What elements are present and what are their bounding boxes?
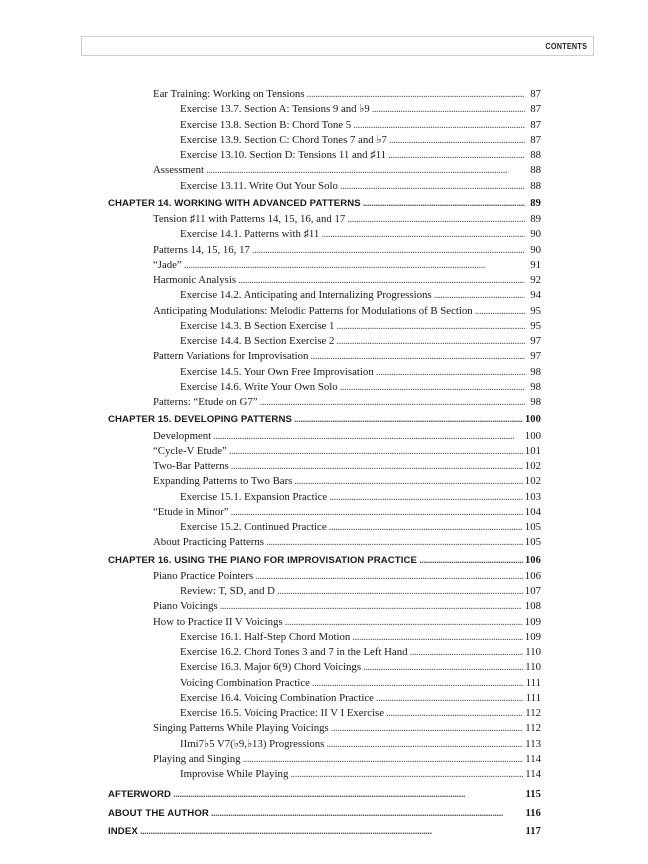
- toc-entry-title: Assessment: [153, 164, 204, 177]
- toc-page-number: 102: [524, 460, 541, 472]
- toc-entry-title: Exercise 16.4. Voicing Combination Practice: [180, 691, 374, 704]
- dot-leader: [353, 118, 525, 133]
- toc-subsection-entry: [108, 706, 541, 721]
- dot-leader: [290, 767, 523, 782]
- toc-subsection-entry: [108, 288, 541, 303]
- toc-entry-title: Exercise 16.5. Voicing Practice: II V I Exercise: [180, 707, 384, 719]
- toc-entry-title: Exercise 15.1. Expansion Practice: [180, 490, 328, 503]
- toc-section-entry: [108, 163, 541, 178]
- toc-page-number: 117: [525, 825, 541, 837]
- dot-leader: [347, 212, 525, 227]
- toc-entry-title: Exercise 13.10. Section D: Tensions 11 and ♯11: [180, 149, 387, 161]
- dot-leader: [475, 304, 525, 319]
- toc-page-number: 109: [524, 630, 541, 643]
- toc-backmatter-entry: [108, 824, 541, 839]
- toc-subsection-entry: [108, 490, 541, 505]
- dot-leader: [243, 752, 524, 767]
- toc-entry-title: Exercise 14.3. B Section Exercise 1: [180, 319, 335, 332]
- toc-section-entry: [108, 599, 541, 614]
- toc-section-entry: [108, 273, 541, 288]
- dot-leader: [321, 227, 525, 242]
- toc-page-number: 94: [530, 289, 541, 302]
- toc-entry-title: Pattern Variations for Improvisation: [153, 350, 309, 363]
- dot-leader: [336, 319, 525, 334]
- toc-section-entry: [108, 349, 541, 364]
- toc-backmatter-entry: [108, 787, 541, 802]
- toc-entry-title: Exercise 14.4. B Section Exercise 2: [180, 335, 335, 347]
- toc-page-number: 105: [524, 536, 541, 549]
- toc-section-entry: [108, 243, 541, 258]
- toc-entry-title: ABOUT THE AUTHOR: [108, 807, 209, 819]
- dot-leader: [388, 148, 525, 163]
- toc-page-number: 100: [524, 414, 541, 426]
- toc-entry-title: “Cycle-V Etude”: [153, 444, 227, 457]
- toc-page-number: 108: [524, 600, 541, 613]
- toc-subsection-entry: [108, 319, 541, 334]
- toc-entry-title: Exercise 13.8. Section B: Chord Tone 5: [180, 118, 352, 131]
- toc-subsection-entry: [108, 737, 541, 752]
- dot-leader: [285, 615, 523, 630]
- dot-leader: [329, 490, 523, 505]
- toc-subsection-entry: [108, 380, 541, 395]
- toc-entry-title: Exercise 16.2. Chord Tones 3 and 7 in the Left Hand: [180, 646, 408, 658]
- dot-leader: [231, 505, 523, 520]
- dot-leader: [260, 395, 525, 410]
- toc-entry-title: Patterns 14, 15, 16, 17: [153, 243, 250, 256]
- toc-page-number: 92: [530, 274, 541, 286]
- header-label: CONTENTS: [545, 41, 587, 51]
- toc-entry-title: IImi7♭5 V7(♭9,♭13) Progressions: [180, 737, 325, 750]
- dot-leader: [336, 334, 525, 349]
- toc-page-number: 87: [530, 118, 541, 131]
- toc-entry-title: Ear Training: Working on Tensions: [153, 88, 305, 100]
- dot-leader: [211, 806, 524, 821]
- dot-leader: [213, 429, 523, 444]
- toc-entry-title: Development: [153, 429, 212, 442]
- toc-subsection-entry: [108, 630, 541, 645]
- toc-page-number: 88: [530, 179, 541, 192]
- toc-section-entry: [108, 304, 541, 319]
- toc-page-number: 97: [530, 350, 541, 363]
- toc-subsection-entry: [108, 227, 541, 242]
- toc-entry-title: “Jade”: [153, 258, 182, 271]
- toc-page-number: 111: [525, 676, 541, 689]
- toc-entry-title: Exercise 15.2. Continued Practice: [180, 521, 327, 533]
- running-header: [81, 36, 594, 56]
- dot-leader: [363, 196, 525, 211]
- dot-leader: [326, 737, 523, 752]
- toc-subsection-entry: [108, 133, 541, 148]
- toc-page-number: 116: [525, 807, 541, 819]
- dot-leader: [410, 645, 524, 660]
- toc-page-number: 95: [530, 319, 541, 332]
- toc-section-entry: [108, 87, 541, 102]
- dot-leader: [386, 706, 523, 721]
- toc-entry-title: Exercise 13.7. Section A: Tensions 9 and ♭9: [180, 103, 370, 116]
- toc-section-entry: [108, 535, 541, 550]
- toc-subsection-entry: [108, 676, 541, 691]
- dot-leader: [220, 599, 523, 614]
- toc-entry-title: Expanding Patterns to Two Bars: [153, 475, 293, 488]
- toc-subsection-entry: [108, 179, 541, 194]
- toc-entry-title: Piano Practice Pointers: [153, 569, 254, 582]
- toc-subsection-entry: [108, 584, 541, 599]
- dot-leader: [372, 102, 525, 117]
- toc-section-entry: [108, 752, 541, 767]
- toc-entry-title: CHAPTER 16. USING THE PIANO FOR IMPROVISATION PRACTICE: [108, 554, 418, 566]
- dot-leader: [229, 444, 523, 459]
- dot-leader: [376, 365, 525, 380]
- toc-section-entry: [108, 615, 541, 630]
- toc-entry-title: INDEX: [108, 825, 138, 837]
- toc-page-number: 106: [524, 569, 541, 582]
- dot-leader: [329, 520, 523, 535]
- toc-section-entry: [108, 429, 541, 444]
- toc-section-entry: [108, 258, 541, 273]
- toc-page-number: 102: [524, 475, 541, 488]
- toc-page-number: 98: [530, 396, 541, 408]
- toc-page-number: 90: [530, 228, 541, 241]
- toc-entry-title: Exercise 13.11. Write Out Your Solo: [180, 179, 338, 192]
- dot-leader: [140, 824, 524, 839]
- dot-leader: [340, 380, 525, 395]
- toc-subsection-entry: [108, 691, 541, 706]
- dot-leader: [352, 630, 522, 645]
- toc-page-number: 103: [524, 490, 541, 503]
- toc-entry-title: CHAPTER 15. DEVELOPING PATTERNS: [108, 414, 292, 426]
- dot-leader: [206, 163, 525, 178]
- toc-page-number: 112: [525, 707, 541, 719]
- toc-section-entry: [108, 444, 541, 459]
- table-of-contents: [108, 87, 541, 840]
- toc-page-number: 97: [530, 335, 541, 347]
- toc-page-number: 114: [525, 752, 541, 765]
- toc-chapter-heading: [108, 412, 541, 427]
- toc-entry-title: Review: T, SD, and D: [180, 585, 275, 597]
- dot-leader: [376, 691, 524, 706]
- toc-page-number: 105: [524, 521, 541, 533]
- toc-page-number: 87: [530, 133, 541, 146]
- toc-page-number: 89: [530, 197, 541, 209]
- toc-entry-title: Improvise While Playing: [180, 768, 289, 780]
- toc-entry-title: Exercise 14.1. Patterns with ♯11: [180, 228, 320, 241]
- toc-page-number: 109: [524, 615, 541, 628]
- toc-entry-title: Playing and Singing: [153, 752, 241, 765]
- toc-subsection-entry: [108, 767, 541, 782]
- toc-entry-title: Singing Patterns While Playing Voicings: [153, 722, 329, 735]
- toc-entry-title: Two-Bar Patterns: [153, 460, 229, 472]
- toc-section-entry: [108, 721, 541, 736]
- dot-leader: [184, 258, 525, 273]
- toc-chapter-heading: [108, 553, 541, 568]
- toc-section-entry: [108, 459, 541, 474]
- toc-entry-title: How to Practice II V Voicings: [153, 615, 283, 628]
- dot-leader: [340, 179, 525, 194]
- toc-entry-title: Exercise 14.6. Write Your Own Solo: [180, 380, 338, 393]
- toc-page-number: 115: [525, 789, 541, 801]
- toc-entry-title: Exercise 14.2. Anticipating and Internalizing Progressions: [180, 289, 432, 302]
- toc-page-number: 110: [525, 646, 541, 658]
- toc-entry-title: Anticipating Modulations: Melodic Patterns for Modulations of B Section: [153, 304, 473, 317]
- toc-subsection-entry: [108, 365, 541, 380]
- toc-page-number: 88: [530, 149, 541, 161]
- toc-page-number: 114: [525, 768, 541, 780]
- dot-leader: [419, 553, 523, 568]
- toc-subsection-entry: [108, 118, 541, 133]
- toc-page-number: 87: [530, 103, 541, 116]
- toc-page-number: 90: [530, 243, 541, 256]
- toc-section-entry: [108, 569, 541, 584]
- toc-entry-title: AFTERWORD: [108, 789, 172, 801]
- toc-entry-title: About Practicing Patterns: [153, 536, 264, 549]
- toc-subsection-entry: [108, 660, 541, 675]
- toc-page-number: 98: [530, 380, 541, 393]
- toc-subsection-entry: [108, 102, 541, 117]
- dot-leader: [255, 569, 523, 584]
- toc-section-entry: [108, 505, 541, 520]
- dot-leader: [266, 535, 523, 550]
- toc-page-number: 113: [525, 737, 541, 750]
- toc-section-entry: [108, 212, 541, 227]
- toc-entry-title: Exercise 13.9. Section C: Chord Tones 7 and ♭7: [180, 133, 387, 146]
- toc-section-entry: [108, 474, 541, 489]
- toc-entry-title: Piano Voicings: [153, 600, 218, 613]
- dot-leader: [389, 133, 525, 148]
- toc-subsection-entry: [108, 334, 541, 349]
- toc-entry-title: Voicing Combination Practice: [180, 676, 310, 689]
- dot-leader: [307, 87, 525, 102]
- toc-entry-title: Exercise 14.5. Your Own Free Improvisation: [180, 365, 374, 378]
- toc-page-number: 111: [525, 691, 541, 704]
- toc-section-entry: [108, 395, 541, 410]
- dot-leader: [294, 474, 522, 489]
- toc-page-number: 106: [524, 554, 541, 566]
- toc-entry-title: Patterns: “Etude on G7”: [153, 396, 258, 408]
- toc-page-number: 101: [524, 444, 541, 457]
- toc-page-number: 110: [525, 661, 541, 674]
- dot-leader: [312, 676, 524, 691]
- dot-leader: [277, 584, 523, 599]
- toc-entry-title: Tension ♯11 with Patterns 14, 15, 16, and 17: [153, 213, 346, 225]
- toc-page-number: 88: [530, 164, 541, 177]
- dot-leader: [231, 459, 523, 474]
- toc-subsection-entry: [108, 148, 541, 163]
- toc-page-number: 98: [530, 365, 541, 378]
- toc-entry-title: “Etude in Minor”: [153, 505, 229, 518]
- toc-page-number: 87: [530, 88, 541, 100]
- toc-subsection-entry: [108, 645, 541, 660]
- toc-subsection-entry: [108, 520, 541, 535]
- dot-leader: [294, 412, 523, 427]
- toc-page-number: 89: [530, 213, 541, 225]
- dot-leader: [434, 288, 525, 303]
- toc-page-number: 91: [530, 258, 541, 271]
- toc-page-number: 100: [524, 429, 541, 442]
- toc-page-number: 107: [524, 585, 541, 597]
- dot-leader: [363, 660, 523, 675]
- dot-leader: [252, 243, 525, 258]
- toc-entry-title: Exercise 16.1. Half-Step Chord Motion: [180, 630, 351, 643]
- dot-leader: [331, 721, 523, 736]
- toc-chapter-heading: [108, 196, 541, 211]
- toc-entry-title: Harmonic Analysis: [153, 274, 237, 286]
- toc-page-number: 112: [525, 722, 541, 735]
- dot-leader: [173, 787, 523, 802]
- dot-leader: [310, 349, 525, 364]
- toc-page-number: 95: [530, 304, 541, 317]
- toc-backmatter-entry: [108, 806, 541, 821]
- toc-page-number: 104: [524, 505, 541, 518]
- toc-entry-title: Exercise 16.3. Major 6(9) Chord Voicings: [180, 661, 362, 674]
- dot-leader: [238, 273, 525, 288]
- toc-entry-title: CHAPTER 14. WORKING WITH ADVANCED PATTERNS: [108, 197, 361, 209]
